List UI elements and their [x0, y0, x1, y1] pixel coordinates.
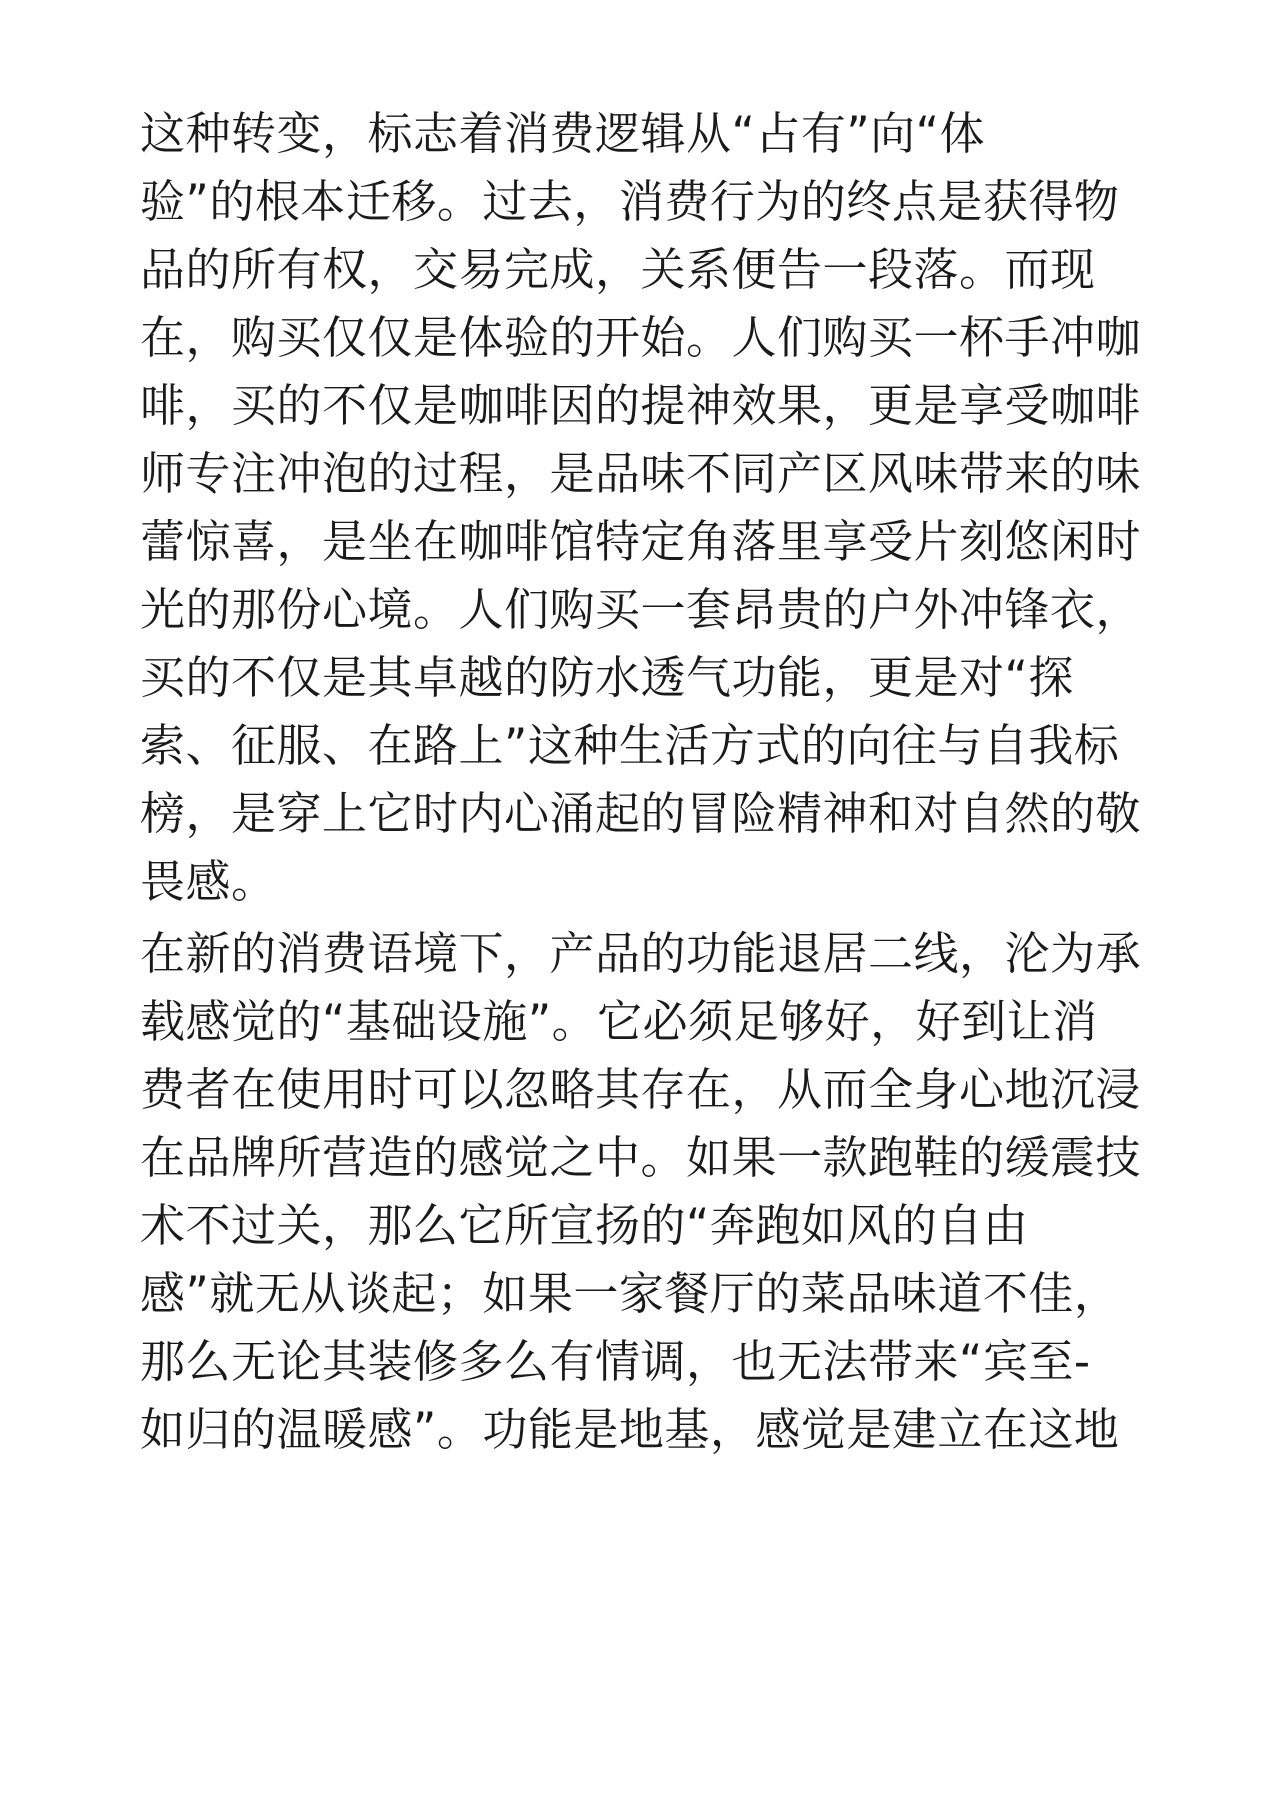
text-line: 术不过关，那么它所宣扬的“奔跑如风的自由 [140, 1199, 1029, 1252]
text-line: 验”的根本迁移。过去，消费行为的终点是获得物 [140, 175, 1120, 228]
text-line: 蕾惊喜，是坐在咖啡馆特定角落里享受片刻悠闲时 [140, 515, 1142, 568]
text-line: 畏感。 [140, 855, 277, 908]
text-line: 如归的温暖感”。功能是地基，感觉是建立在这地 [140, 1403, 1120, 1456]
text-line: 索、征服、在路上”这种生活方式的向往与自我标 [140, 719, 1120, 772]
text-line: 在品牌所营造的感觉之中。如果一款跑鞋的缓震技 [140, 1131, 1142, 1184]
text-line: 那么无论其装修多么有情调，也无法带来“宾至- [140, 1335, 1091, 1388]
text-line: 感”就无从谈起；如果一家餐厅的菜品味道不佳， [140, 1267, 1120, 1320]
text-line: 在，购买仅仅是体验的开始。人们购买一杯手冲咖 [140, 311, 1142, 364]
text-line: 这种转变，标志着消费逻辑从“占有”向“体 [140, 107, 985, 160]
text-line: 费者在使用时可以忽略其存在，从而全身心地沉浸 [140, 1063, 1142, 1116]
text-line: 榜，是穿上它时内心涌起的冒险精神和对自然的敬 [140, 787, 1142, 840]
text-line: 在新的消费语境下，产品的功能退居二线，沦为承 [140, 927, 1142, 980]
text-line: 啡，买的不仅是咖啡因的提神效果，更是享受咖啡 [140, 379, 1142, 432]
paragraph-1 [140, 100, 1140, 916]
text-line: 品的所有权，交易完成，关系便告一段落。而现 [140, 243, 1096, 296]
text-line: 买的不仅是其卓越的防水透气功能，更是对“探 [140, 651, 1074, 704]
body-text [140, 100, 1140, 1464]
text-line: 光的那份心境。人们购买一套昂贵的户外冲锋衣， [140, 583, 1142, 636]
text-line: 载感觉的“基础设施”。它必须足够好，好到让消 [140, 995, 1098, 1048]
paragraph-2 [140, 920, 1140, 1464]
text-line: 师专注冲泡的过程，是品味不同产区风味带来的味 [140, 447, 1142, 500]
